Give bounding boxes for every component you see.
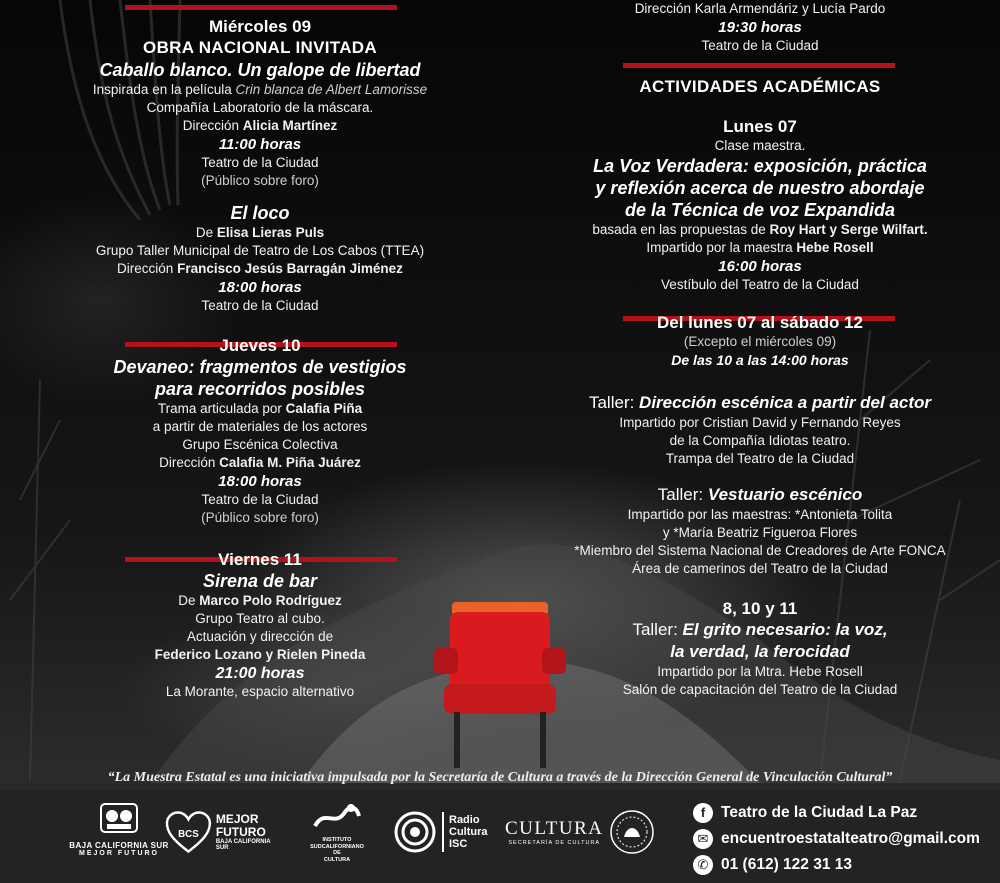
email-text: encuentroestatalteatro@gmail.com (721, 830, 980, 847)
thu-group: Grupo Escénica Colectiva (182, 437, 338, 452)
initiative-quote: “La Muestra Estatal es una iniciativa impulsada por la Secretaría de Cultura a través de la Dirección General de Vinculación Cultural” (107, 770, 893, 785)
wed-section: OBRA NACIONAL INVITADA (143, 38, 377, 57)
mon-teacher: Impartido por la maestra Hebe Rosell (646, 240, 874, 255)
radio-line-3: ISC (449, 838, 468, 850)
contact-email[interactable] (693, 827, 980, 851)
thu-venue: Teatro de la Ciudad (201, 492, 319, 507)
taller3-title-1: Taller: El grito necesario: la voz, (632, 620, 888, 639)
sponsors-footer (0, 790, 1000, 883)
taller3-title-2: la verdad, la ferocidad (670, 642, 850, 661)
top-venue: Teatro de la Ciudad (701, 38, 819, 53)
top-direction: Dirección Karla Armendáriz y Lucía Pardo (634, 1, 886, 16)
mon-based: basada en las propuestas de Roy Hart y Serge Wilfart. (592, 222, 928, 237)
wed-day: Miércoles 09 (208, 17, 312, 36)
wed-company: Compañía Laboratorio de la máscara. (146, 100, 374, 115)
taller3-line-1: Impartido por la Mtra. Hebe Rosell (657, 664, 863, 679)
wed-venue: Teatro de la Ciudad (201, 155, 319, 170)
thu-title-1: Devaneo: fragmentos de vestigios (113, 357, 407, 377)
radio-cultura-logo (393, 802, 503, 862)
mf-line-1: MEJOR (215, 812, 259, 826)
bcs-government-logo (60, 802, 178, 862)
fri-acting: Actuación y dirección de (186, 629, 334, 644)
mon-time: 16:00 horas (718, 258, 802, 275)
thu-plot: Trama articulada por Calafia Piña (157, 401, 363, 416)
wed-inspired: Inspirada en la película Crin blanca de Albert Lamorisse (92, 82, 428, 97)
thu-note: (Público sobre foro) (201, 510, 319, 525)
radio-line-1: Radio (449, 814, 480, 826)
taller1-line-3: Trampa del Teatro de la Ciudad (665, 451, 855, 466)
fri-actors: Federico Lozano y Rielen Pineda (154, 647, 366, 662)
taller2-line-3: *Miembro del Sistema Nacional de Creadores de Arte FONCA (574, 543, 946, 558)
wed-title: Caballo blanco. Un galope de libertad (99, 60, 421, 80)
isc-line-3: DE (333, 850, 341, 856)
loco-group: Grupo Taller Municipal de Teatro de Los Cabos (TTEA) (95, 243, 425, 258)
wed-note: (Público sobre foro) (201, 173, 319, 188)
mf-line-2: FUTURO (215, 825, 266, 839)
isc-line-1: INSTITUTO (322, 837, 352, 843)
loco-title: El loco (230, 203, 290, 223)
mexico-seal-icon (609, 809, 655, 855)
heart-bcs-text: BCS (178, 828, 199, 840)
fri-author: De Marco Polo Rodríguez (178, 593, 342, 608)
taller2-line-1: Impartido por las maestras: *Antonieta Tolita (627, 507, 893, 522)
cultura-title: CULTURA (505, 818, 604, 839)
taller1-line-2: de la Compañía Idiotas teatro. (669, 433, 851, 448)
mon-title-2: y reflexión acerca de nuestro abordaje (595, 178, 925, 198)
isc-figure-icon (311, 802, 363, 832)
bcs-shield-icon (98, 802, 140, 836)
mon-venue: Vestíbulo del Teatro de la Ciudad (661, 277, 859, 292)
heart-icon (165, 810, 212, 854)
academic-section-title: ACTIVIDADES ACADÉMICAS (639, 77, 881, 96)
radio-waves-icon (393, 810, 437, 854)
fri-venue: La Morante, espacio alternativo (165, 684, 355, 699)
phone-icon: ✆ (693, 855, 713, 875)
fri-group: Grupo Teatro al cubo. (195, 611, 325, 626)
thu-materials: a partir de materiales de los actores (152, 419, 368, 434)
taller1-line-1: Impartido por Cristian David y Fernando Reyes (619, 415, 901, 430)
taller2-title: Taller: Vestuario escénico (657, 485, 863, 504)
loco-director: Dirección Francisco Jesús Barragán Jiménez (117, 261, 403, 276)
right-column (520, 0, 1000, 699)
phone-text: 01 (612) 122 31 13 (721, 856, 852, 873)
range-except: (Excepto el miércoles 09) (683, 334, 837, 349)
taller3-line-2: Salón de capacitación del Teatro de la Ciudad (622, 682, 898, 697)
contact-phone[interactable] (693, 853, 852, 877)
mf-line-3: BAJA CALIFORNIA SUR (215, 839, 271, 851)
bcs-line-2: MEJOR FUTURO (79, 850, 159, 857)
range-hours: De las 10 a las 14:00 horas (671, 352, 849, 368)
isc-institute-logo (302, 802, 372, 862)
mejor-futuro-logo (165, 802, 283, 862)
fri-time: 21:00 horas (215, 665, 305, 682)
mon-title-1: La Voz Verdadera: exposición, práctica (593, 156, 927, 176)
facebook-text: Teatro de la Ciudad La Paz (721, 804, 918, 821)
loco-author: De Elisa Lieras Puls (195, 225, 325, 240)
top-time: 19:30 horas (718, 19, 802, 36)
taller1-title: Taller: Dirección escénica a partir del actor (588, 393, 932, 412)
mon-day: Lunes 07 (723, 117, 797, 136)
thu-title-2: para recorridos posibles (154, 379, 366, 399)
loco-venue: Teatro de la Ciudad (201, 298, 319, 313)
cultura-sub: SECRETARÍA DE CULTURA (508, 840, 601, 846)
fri-day: Viernes 11 (218, 550, 302, 569)
wed-time: 11:00 horas (218, 136, 302, 153)
thu-director: Dirección Calafia M. Piña Juárez (159, 455, 361, 470)
wed-director: Dirección Alicia Martínez (182, 118, 338, 133)
isc-line-2: SUDCALIFORNIANO (310, 843, 364, 850)
taller2-line-4: Área de camerinos del Teatro de la Ciudad (632, 561, 888, 576)
thu-time: 18:00 horas (218, 473, 302, 490)
bcs-line-1: BAJA CALIFORNIA SUR (69, 841, 169, 850)
radio-line-2: Cultura (449, 826, 488, 838)
range-day: Del lunes 07 al sábado 12 (657, 313, 863, 332)
facebook-icon: f (693, 803, 713, 823)
left-column (60, 0, 460, 701)
taller3-days: 8, 10 y 11 (722, 599, 798, 618)
isc-line-4: CULTURA (323, 856, 351, 863)
mon-kind: Clase maestra. (714, 138, 806, 153)
email-icon: ✉ (693, 829, 713, 849)
secretaria-cultura-logo (505, 802, 665, 862)
contact-facebook[interactable] (693, 801, 917, 825)
taller2-line-2: y *María Beatriz Figueroa Flores (662, 525, 858, 540)
mon-title-3: de la Técnica de voz Expandida (624, 200, 896, 220)
loco-time: 18:00 horas (218, 279, 302, 296)
thu-day: Jueves 10 (219, 336, 301, 355)
fri-title: Sirena de bar (202, 571, 318, 591)
